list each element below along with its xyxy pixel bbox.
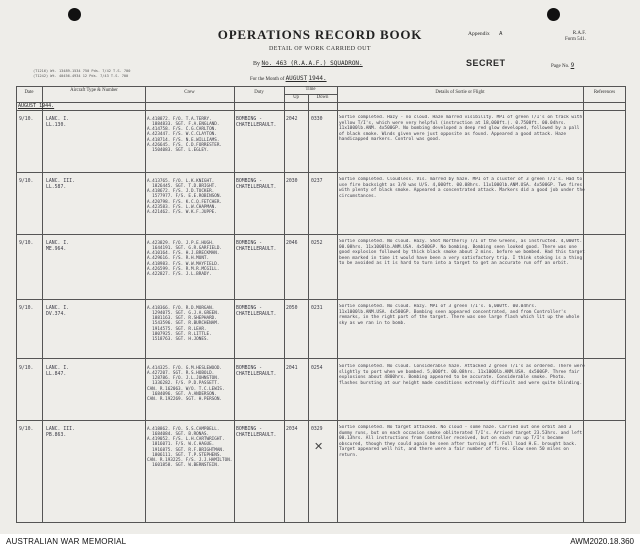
page-label: Page No. (551, 64, 570, 69)
unit-line (253, 60, 363, 67)
archive-footer (0, 534, 640, 549)
entry-aircraft: LANC. III. LL.587. (46, 179, 75, 190)
column-header-aircraft: Aircraft Type & Number (70, 88, 118, 93)
entry-time-down: 0252 (311, 241, 323, 246)
entry-duty: BOMBING - CHATELLERAULT. (236, 366, 277, 377)
row-divider (16, 358, 626, 359)
entry-duty: BOMBING - CHATELLERAULT. (236, 427, 277, 438)
entry-duty: BOMBING - CHATELLERAULT. (236, 241, 277, 252)
column-divider (234, 86, 235, 523)
column-divider (337, 86, 338, 523)
record-table (16, 86, 626, 523)
page-subtitle: DETAIL OF WORK CARRIED OUT (269, 46, 371, 52)
month-section-label: AUGUST 1944. (18, 103, 55, 109)
table-border (16, 86, 17, 523)
month-value: AUGUST (285, 75, 308, 82)
page-value: 9 (570, 62, 575, 69)
entry-details: Sortie completed. Cloudless. Vis. marred by haze. MPI of a cluster of 3 green T/I's. Had to use fire backsight as 3/8 was U/S. 4,000ft. 00.08hrs. 11x1000lb.ANM.USA. 4x500GP. Two fires with plenty of black smoke. Appeared a concentrated attack. Markers did a good job under the circumstances. (339, 177, 585, 199)
year-value: 1944. (308, 75, 327, 82)
row-divider (16, 299, 626, 300)
month-line (250, 75, 327, 82)
entry-details: Sortie completed. No target attacked. No cloud - some haze. Carried out one orbit and 3 dummy runs, but on each occasion smoke obliterated T/I's. Arrived target 23.53hrs. and left 00.13hrs. All instructions from Controller received, but on each run up T/I's became obscured, though they could again be seen after turning off. Full load H.E. brought back. Target appeared well hit, and there were a fair number of fires. Glow seen 50 miles on return. (339, 425, 583, 458)
entry-aircraft: LANC. I. LL.130. (46, 117, 70, 128)
entry-crew: A.423829. F/O. J.P.E.HUGH. 1644191. SGT. G.R.GARFIELD. A.410164. F/S. H.J.BRECKMAN. A.429616. F/S. R.H.MUNT. A.418983. F/S. W.W.MAYFIELD. A.426599. F/S. R.M.R.MCGILL. A.422827. F/S. J.L.BRADY. (147, 241, 223, 277)
entry-duty: BOMBING - CHATELLERAULT. (236, 306, 277, 317)
entry-crew: A.418872. F/O. T.A.TERRY. 1884833. SGT. F.A.ENGLAND. A.414758. F/S. C.G.CARLTON. A.423447. F/S. W.C.CLAYTON. A.418714. F/S. N.E.WILLIAMS. A.426645. F/S. C.D.FORRESTER. 1504083. SGT. L.EGLEY. (147, 117, 223, 153)
entry-crew: A.413765. F/O. L.K.KNIGHT. 1826445. SGT. T.D.BRIGHT. A.418672. F/S. J.D.TUCKER. 1577977. F/S. E.E.ROBINSON. A.420798. F/S. K.C.Q.FETCHER. A.423583. F/S. L.W.CHAPMAN. A.421462. F/S. W.K.F.JUPPE. (147, 179, 223, 215)
appendix-label: Appendix (468, 31, 490, 37)
row-divider (16, 234, 626, 235)
entry-crew: A.418366. F/O. R.D.MORGAN. 1294075. SGT. G.J.A.GREEN. 1881163. SGT. R.SHEPHARD. 1543596. SGT. R.BURCHENAM. 1914575. SGT. R.LEAR. 1807925. SGT. R.LITTLE. 1518763. SGT. H.JONES. (147, 306, 220, 342)
entry-date: 9/10. (19, 427, 34, 432)
column-header-references: References (593, 90, 616, 95)
entry-aircraft: LANC. I. ME.964. (46, 241, 70, 252)
entry-time-down: 0254 (311, 366, 323, 371)
entry-crew: A.414325. F/O. G.M.HESLEWOOD. A.427207. SGT. R.S.HOBOLD. 128786. F/O. J.L.JOHNSTON. 1336282. F/S. P.D.PASSETT. CAN. R.162063. W/O. T.C.LEWIS. 1684096. SGT. A.ANDERSON. CAN. R.192269. SGT. H.PERSON. (147, 366, 225, 402)
stamp-line: (T1216) Wt. 13489-1534 750 Pds. 7/42 T.S. 700 (33, 69, 131, 73)
column-divider (42, 86, 43, 523)
entry-time-up: 2050 (286, 306, 298, 311)
archive-reference: AWM2020.18.360 (570, 537, 634, 546)
column-header-up: Up (293, 95, 299, 100)
punch-hole-right (547, 8, 560, 21)
column-divider (284, 86, 285, 523)
unit-value: No. 463 (R.A.A.F.) SQUADRON. (261, 60, 363, 67)
entry-time-down: 0330 (311, 117, 323, 122)
entry-details: Sortie completed. No cloud. Hazy. Shot Northerly T/I of the Greens, as instructed. 4,000ft. 00.08hrs. 11x1000lb.ANM.USA. 4x500GP. No bombing. Bombing seen looked good. There was one good explosion followed by thick black smoke about 2 mins. before we bombed. Had this target been marked in time it would have been a very satisfactory trip. I think stoking is a thing to be avoided as it is hard to turn into a target to get an accurate run off an orbit. (339, 239, 585, 267)
handwritten-cross-mark: ✕ (314, 440, 324, 453)
entry-time-down: 0329 (311, 427, 323, 432)
by-label: By (253, 61, 261, 67)
entry-time-up: 2042 (286, 117, 298, 122)
archive-name: AUSTRALIAN WAR MEMORIAL (6, 537, 127, 546)
column-divider (145, 86, 146, 523)
entry-time-down: 0237 (311, 179, 323, 184)
form-label: Form 541. (565, 37, 586, 42)
printer-stamp (33, 69, 163, 78)
entry-time-up: 2041 (286, 366, 298, 371)
entry-duty: BOMBING - CHATELLERAULT. (236, 179, 277, 190)
entry-date: 9/10. (19, 366, 34, 371)
entry-duty: BOMBING - CHATELLERAULT. (236, 117, 277, 128)
entry-details: Sortie completed. Hazy - no cloud. Haze marred visibility. MPI of green T/I's on track with yellow T/I's, which were very helpful (instruction at 18,000ft.). 0.7508ft. 00.04hrs. 11x1000lb.ANM. 4x500GP. No bombing developed a deep red glow developed, followed by a pall of black smoke. Winds given were just opposite as found. Appeared a good attack. Haze handicapped markers. Control was good. (339, 115, 583, 143)
header-divider (16, 102, 626, 103)
entry-time-down: 0231 (311, 306, 323, 311)
entry-details: Sortie completed. No cloud. Hazy. MPI of 3 green T/I's. 6,000ft. 00.04hrs. 11x1000lb.ANM.USA. 4x500GP. Bombing seen appeared concentrated, and from Controller's remarks, in the right part of the target. There was one large flash which lit up the whole sky as we ran in to bomb. (339, 304, 580, 326)
entry-aircraft: LANC. I. DV.374. (46, 306, 70, 317)
entry-crew: A.418862. F/O. S.S.CAMPBELL. 1684084. SGT. B.RONAS. A.419052. F/S. L.H.CARTWRIGHT. 1816071. F/S. W.C.HAGUE. 1916875. SGT. R.F.BRIGHTMAN. 1806111. SGT. T.P.STEPHENS. CAN. R.193225. F/S. J.J.HAMILTON. 1601858. SGT. W.BERNSTEIN. (147, 427, 233, 469)
entry-time-up: 2034 (286, 427, 298, 432)
column-header-down: Down (316, 95, 329, 100)
form-number (565, 31, 586, 43)
appendix (468, 31, 502, 37)
entry-aircraft: LANC. III. PB.863. (46, 427, 75, 438)
entry-time-up: 2046 (286, 241, 298, 246)
page-number (551, 62, 574, 69)
row-divider (16, 420, 626, 421)
appendix-value: A (499, 31, 503, 37)
entry-date: 9/10. (19, 306, 34, 311)
table-border (16, 522, 626, 523)
entry-details: Sortie completed. No cloud. Considerable haze. Attacked 2 green T/I's as ordered. There were slightly to port when we bombed. 5,000ft. 00.08hrs. 11x1000lb.ANM.USA. 4x500GP. Three fair explosions about 4800hrs. Bombing appeared to be accurate. Considerable smoke. Photo. flashes bursting at our height made conditions extremely difficult and were quite blinding. (339, 364, 585, 386)
entry-date: 9/10. (19, 117, 34, 122)
column-header-details: Details of Sortie or Flight (435, 90, 485, 95)
column-header-time: Time (305, 87, 316, 92)
entry-aircraft: LANC. I. LL.847. (46, 366, 70, 377)
column-header-crew: Crew (184, 90, 195, 95)
section-divider (16, 110, 626, 111)
table-border (625, 86, 626, 523)
month-label: For the Month of (250, 77, 285, 82)
entry-date: 9/10. (19, 241, 34, 246)
classification-stamp: SECRET (466, 58, 506, 68)
column-divider (308, 94, 309, 523)
entry-time-up: 2030 (286, 179, 298, 184)
row-divider (16, 172, 626, 173)
stamp-line: (T1242) Wt. 40456-4934 12 Pds. 7/43 T.S. 700 (33, 73, 129, 78)
page-title: OPERATIONS RECORD BOOK (217, 27, 423, 42)
raf-label: R.A.F. (572, 31, 586, 36)
entry-date: 9/10. (19, 179, 34, 184)
punch-hole-left (68, 8, 81, 21)
column-header-date: Date (24, 90, 34, 95)
column-header-duty: Duty (254, 90, 264, 95)
